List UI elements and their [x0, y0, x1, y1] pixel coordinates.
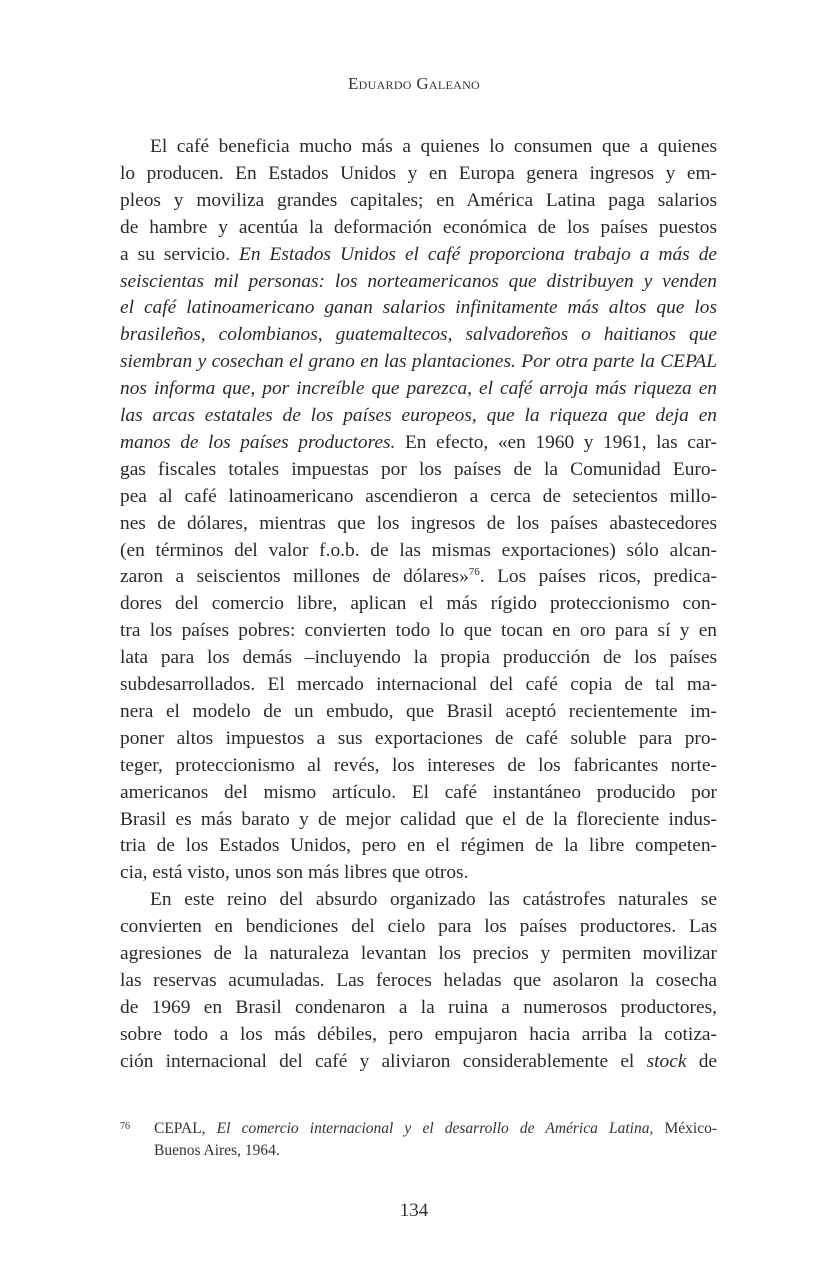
text-line — [120, 457, 717, 483]
text-line — [120, 968, 717, 994]
text-line — [120, 538, 717, 564]
text-segment: americanos del mismo artículo. El café instantáneo producido por — [120, 781, 717, 803]
italic-text: brasileños, colombianos, guatemaltecos, salvadoreños o haitianos que — [120, 324, 717, 346]
text-line — [120, 914, 717, 940]
text-segment: CEPAL, — [154, 1120, 217, 1137]
text-segment: zaron a seiscientos millones de dólares» — [120, 566, 469, 588]
text-line — [120, 161, 717, 187]
text-segment: de hambre y acentúa la deformación económica de los países puestos — [120, 216, 717, 238]
text-line — [120, 511, 717, 537]
text-line — [120, 430, 717, 456]
text-line — [120, 1049, 717, 1075]
text-segment: pleos y moviliza grandes capitales; en América Latina paga salarios — [120, 189, 717, 211]
text-line — [120, 618, 717, 644]
text-segment: dores del comercio libre, aplican el más rígido proteccionismo con- — [120, 593, 717, 615]
text-segment: tria de los Estados Unidos, pero en el régimen de la libre competen- — [120, 835, 717, 857]
text-segment: a su servicio. — [120, 243, 240, 265]
text-segment: En este reino del absurdo organizado las catástrofes naturales se — [150, 889, 717, 911]
italic-text: las arcas estatales de los países europeos, que la riqueza que deja en — [120, 405, 717, 426]
text-line — [150, 887, 717, 913]
text-line — [120, 807, 717, 833]
italic-text: En Estados Unidos el café proporciona trabajo a más de — [239, 243, 717, 265]
text-line — [120, 376, 717, 402]
italic-text: siembran y cosechan el grano en las plantaciones. Por otra parte la CEPAL — [120, 351, 717, 373]
italic-text: el café latinoamericano ganan salarios infinitamente más altos que los — [120, 297, 717, 319]
italic-text: manos de los países productores. — [120, 431, 396, 453]
text-line — [120, 672, 717, 698]
text-line — [120, 349, 717, 375]
text-segment: Buenos Aires, 1964. — [154, 1142, 280, 1159]
text-line — [120, 322, 717, 348]
text-segment: agresiones de la naturaleza levantan los precios y permiten movilizar — [120, 943, 717, 964]
italic-text: nos informa que, por increíble que parezca, el café arroja más riqueza en — [120, 378, 717, 400]
text-segment: de — [686, 1050, 717, 1072]
text-segment: las reservas acumuladas. Las feroces heladas que asolaron la cosecha — [120, 969, 717, 991]
text-segment: nera el modelo de un embudo, que Brasil aceptó recientemente im- — [120, 700, 717, 722]
text-line — [120, 295, 717, 321]
text-line — [120, 941, 717, 967]
text-segment: tra los países pobres: convierten todo lo que tocan en oro para sí y en — [120, 620, 717, 642]
footnote-line — [154, 1118, 717, 1140]
text-segment: ción internacional del café y aliviaron considerablemente el — [120, 1050, 647, 1072]
text-segment: sobre todo a los más débiles, pero empujaron hacia arriba la cotiza- — [120, 1023, 717, 1045]
text-line — [120, 833, 717, 859]
running-header: Eduardo Galeano — [347, 74, 481, 93]
text-segment: nes de dólares, mientras que los ingresos de los países abastecedores — [120, 512, 717, 534]
text-line — [120, 753, 717, 779]
text-segment: (en términos del valor f.o.b. de las mismas exportaciones) sólo alcan- — [120, 539, 717, 561]
text-line — [120, 645, 717, 671]
page-number: 134 — [399, 1200, 429, 1221]
text-segment: convierten en bendiciones del cielo para los países productores. Las — [120, 916, 717, 938]
text-segment: poner altos impuestos a sus exportaciones de café soluble para pro- — [120, 727, 717, 749]
text-segment: lata para los demás –incluyendo la propia producción de los países — [120, 647, 717, 669]
text-segment: , México- — [649, 1120, 717, 1137]
footnote-number: 76 — [120, 1121, 130, 1132]
text-line — [120, 269, 717, 295]
text-segment: pea al café latinoamericano ascendieron a cerca de setecientos millo- — [120, 485, 717, 507]
text-line — [120, 860, 717, 886]
text-segment: subdesarrollados. El mercado internacional del café copia de tal ma- — [120, 674, 717, 695]
text-segment: gas fiscales totales impuestas por los países de la Comunidad Euro- — [120, 458, 717, 480]
text-line — [120, 591, 717, 617]
text-segment: . Los países ricos, predica- — [479, 566, 718, 588]
italic-text: El comercio internacional y el desarrollo de América Latina — [216, 1120, 650, 1137]
text-segment: El café beneficia mucho más a quienes lo consumen que a quienes — [150, 136, 717, 157]
text-line — [120, 188, 717, 214]
text-line — [120, 403, 717, 429]
text-segment: cia, está visto, unos son más libres que otros. — [120, 862, 469, 884]
text-segment: Brasil es más barato y de mejor calidad que el de la floreciente indus- — [120, 808, 717, 830]
text-line — [120, 1022, 717, 1048]
text-line — [120, 699, 717, 725]
text-segment: teger, proteccionismo al revés, los intereses de los fabricantes norte- — [120, 754, 717, 776]
text-segment: de 1969 en Brasil condenaron a la ruina a numerosos productores, — [120, 996, 717, 1018]
text-line — [120, 215, 717, 241]
text-segment: lo producen. En Estados Unidos y en Europa genera ingresos y em- — [120, 162, 717, 184]
footnote-line — [154, 1140, 717, 1162]
footnote-reference: 76 — [468, 566, 480, 579]
italic-text: seiscientas mil personas: los norteamericanos que distribuyen y venden — [120, 270, 717, 292]
text-segment: En efecto, «en 1960 y 1961, las car- — [395, 431, 717, 453]
text-line — [150, 134, 717, 160]
italic-text: stock — [646, 1050, 687, 1072]
text-line — [120, 484, 717, 510]
text-line — [120, 726, 717, 752]
text-line — [120, 780, 717, 806]
text-line — [120, 995, 717, 1021]
text-line — [120, 242, 717, 268]
text-line — [120, 564, 717, 590]
